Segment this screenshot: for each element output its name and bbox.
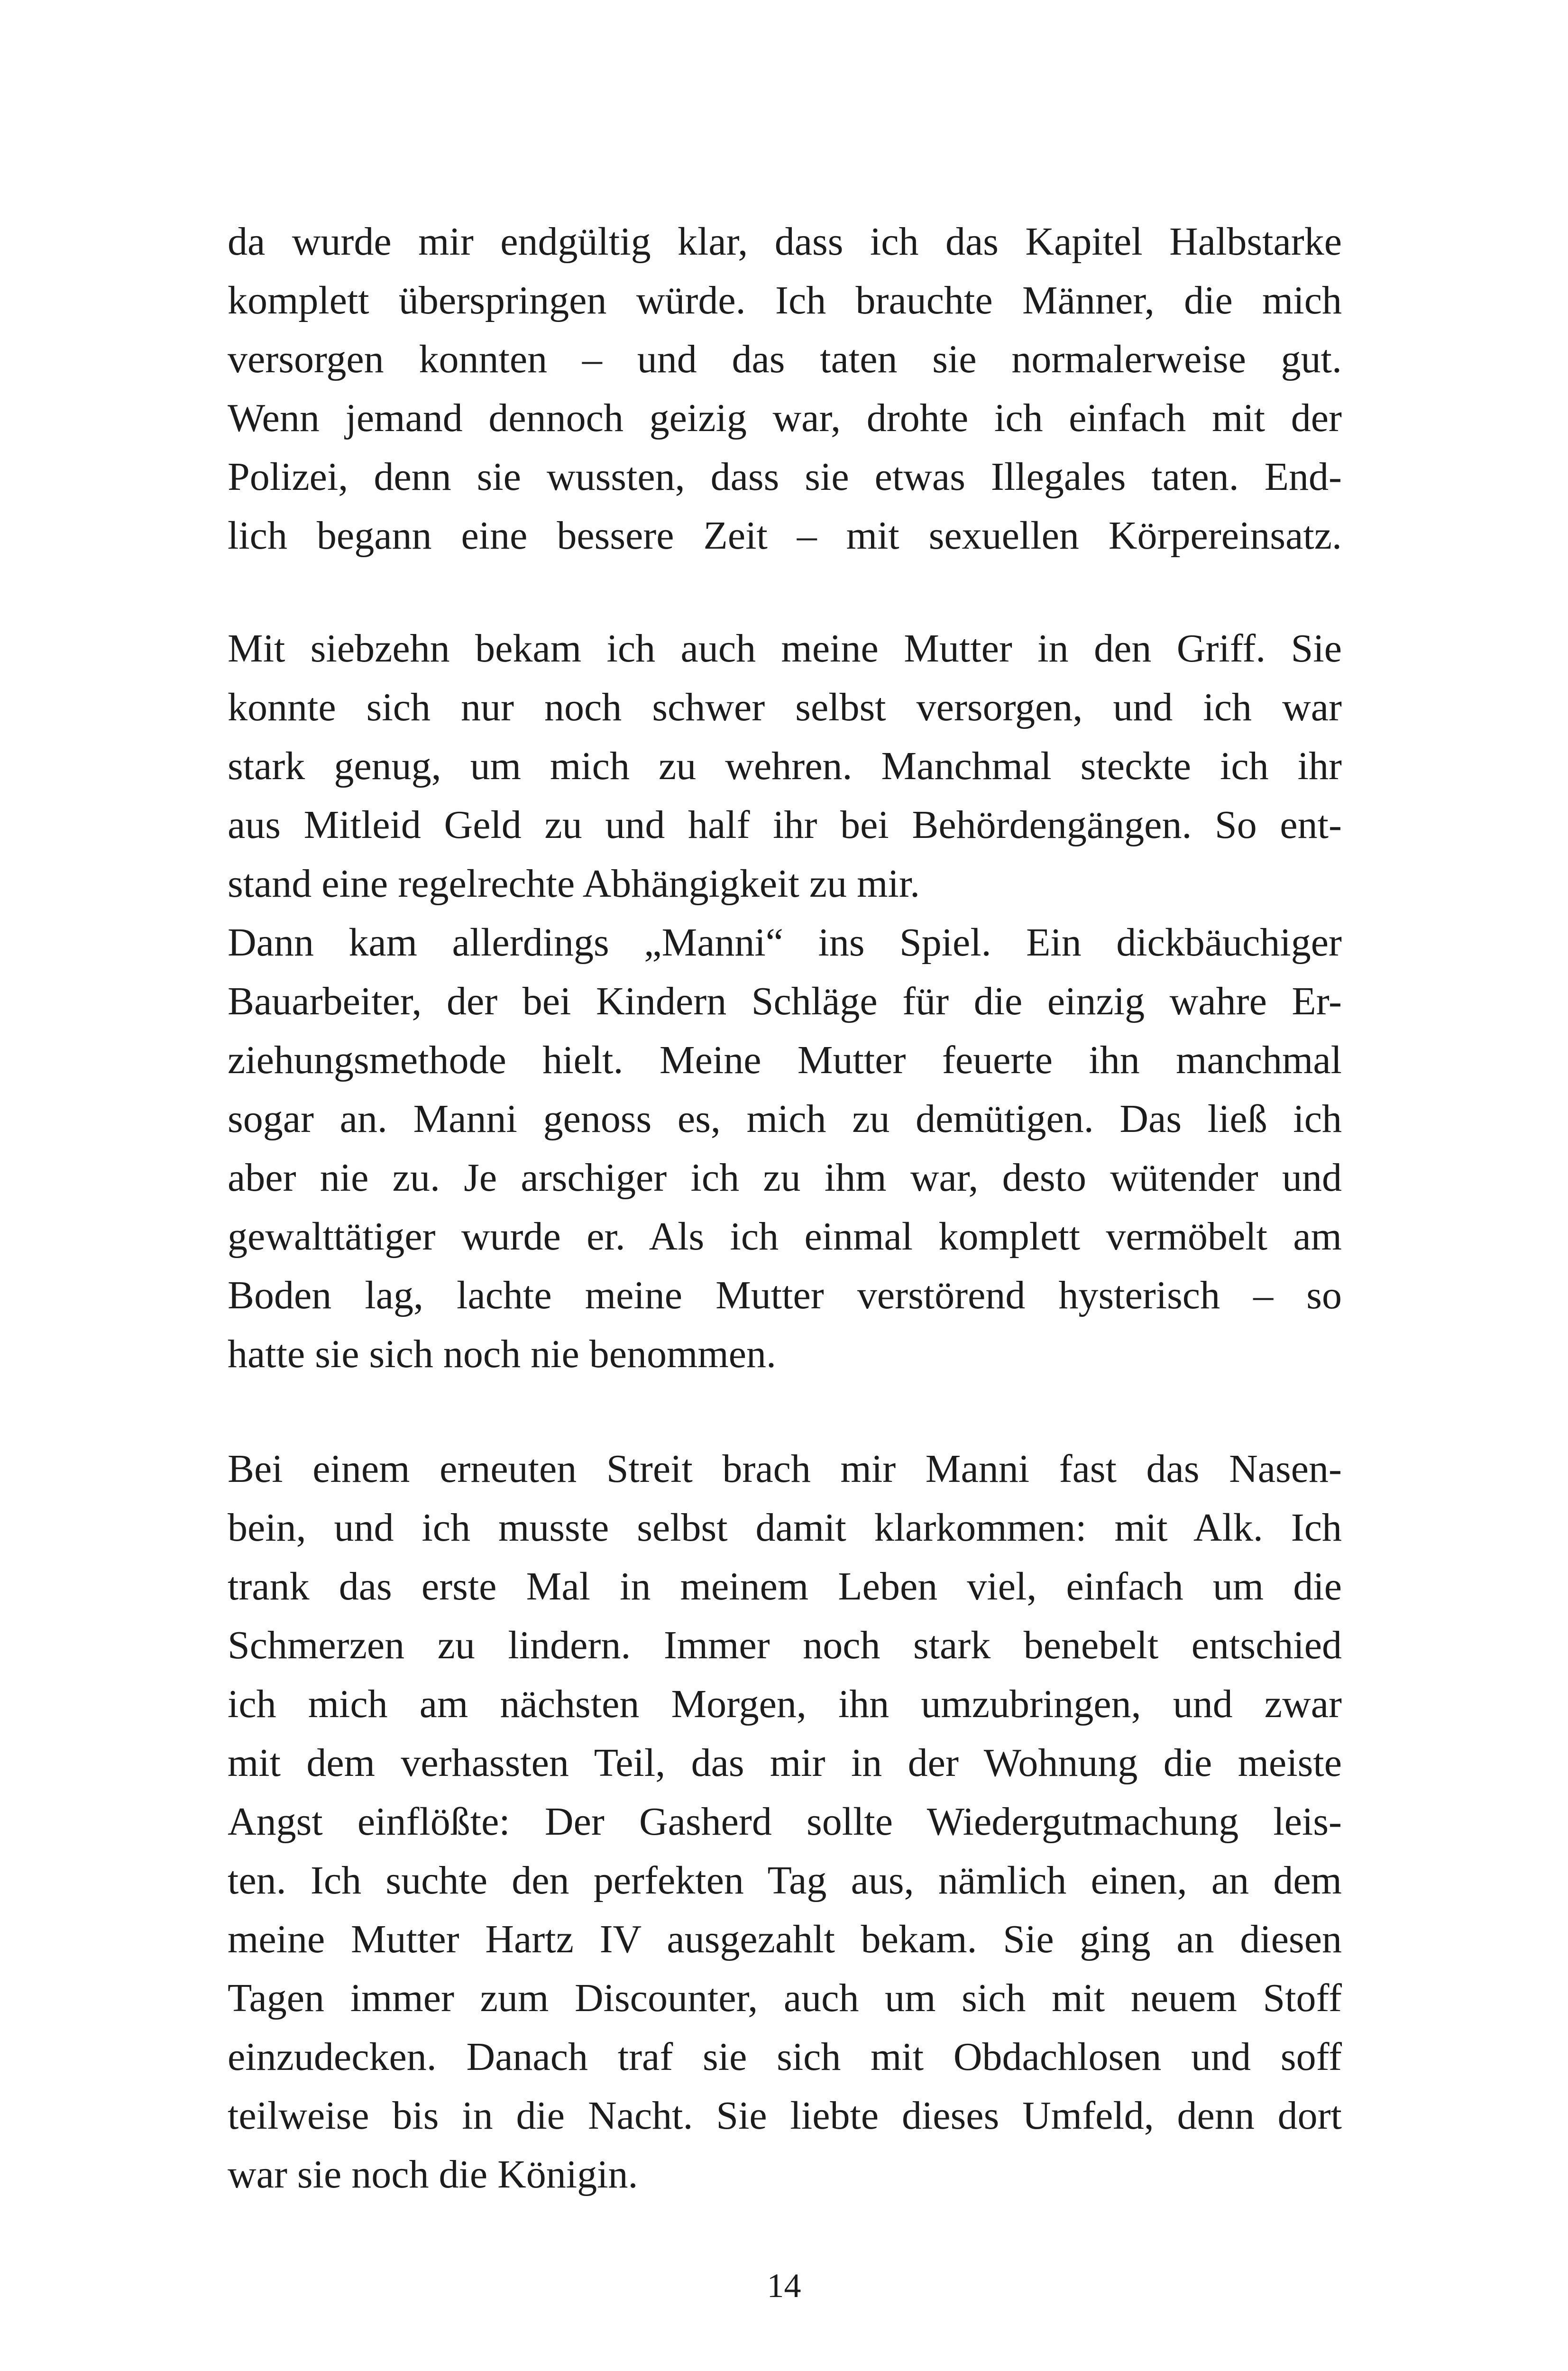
text-line: einzudecken. Danach traf sie sich mit Obdachlosen und soff [228,2035,1342,2079]
text-line: teilweise bis in die Nacht. Sie liebte dieses Umfeld, denn dort [228,2094,1342,2138]
text-line: war sie noch die Königin. [228,2152,638,2196]
text-line: lich begann eine bessere Zeit – mit sexuellen Körpereinsatz. [228,514,1342,558]
text-line: meine Mutter Hartz IV ausgezahlt bekam. Sie ging an diesen [228,1917,1342,1961]
text-line: Schmerzen zu lindern. Immer noch stark benebelt entschied [228,1623,1342,1667]
text-line: Wenn jemand dennoch geizig war, drohte ich einfach mit der [228,396,1342,440]
text-line: bein, und ich musste selbst damit klarkommen: mit Alk. Ich [228,1506,1342,1550]
text-line: Tagen immer zum Discounter, auch um sich mit neuem Stoff [228,1976,1342,2020]
paragraph-3 [228,1440,1342,2204]
text-line: ten. Ich suchte den perfekten Tag aus, nämlich einen, an dem [228,1858,1342,1902]
text-line: Angst einflößte: Der Gasherd sollte Wiedergutmachung leis- [228,1800,1342,1844]
text-line: aus Mitleid Geld zu und half ihr bei Behördengängen. So ent- [228,803,1342,847]
text-line: Boden lag, lachte meine Mutter verstörend hysterisch – so [228,1273,1342,1317]
paragraph-2 [228,619,1342,1384]
text-line: stand eine regelrechte Abhängigkeit zu mir. [228,862,920,906]
text-line: Polizei, denn sie wussten, dass sie etwas Illegales taten. End- [228,455,1342,499]
paragraph-1 [228,212,1342,565]
text-line: hatte sie sich noch nie benommen. [228,1332,777,1376]
text-line: ziehungsmethode hielt. Meine Mutter feuerte ihn manchmal [228,1038,1342,1082]
text-line: mit dem verhassten Teil, das mir in der Wohnung die meiste [228,1741,1342,1785]
text-line: da wurde mir endgültig klar, dass ich das Kapitel Halbstarke [228,220,1342,264]
text-line: ich mich am nächsten Morgen, ihn umzubringen, und zwar [228,1682,1342,1726]
text-line: konnte sich nur noch schwer selbst versorgen, und ich war [228,685,1342,729]
page-number: 14 [767,2267,801,2305]
text-line: Bei einem erneuten Streit brach mir Manni fast das Nasen- [228,1447,1342,1491]
text-line: Dann kam allerdings „Manni“ ins Spiel. Ein dickbäuchiger [228,920,1342,965]
text-line: stark genug, um mich zu wehren. Manchmal steckte ich ihr [228,744,1342,788]
text-line: Bauarbeiter, der bei Kindern Schläge für die einzig wahre Er- [228,979,1342,1023]
text-line: komplett überspringen würde. Ich brauchte Männer, die mich [228,278,1342,322]
text-line: gewalttätiger wurde er. Als ich einmal komplett vermöbelt am [228,1214,1342,1259]
text-line: aber nie zu. Je arschiger ich zu ihm war, desto wütender und [228,1156,1342,1200]
text-line: Mit siebzehn bekam ich auch meine Mutter in den Griff. Sie [228,626,1342,671]
text-line: trank das erste Mal in meinem Leben viel, einfach um die [228,1564,1342,1608]
text-line: sogar an. Manni genoss es, mich zu demütigen. Das ließ ich [228,1097,1342,1141]
text-line: versorgen konnten – und das taten sie normalerweise gut. [228,337,1342,381]
